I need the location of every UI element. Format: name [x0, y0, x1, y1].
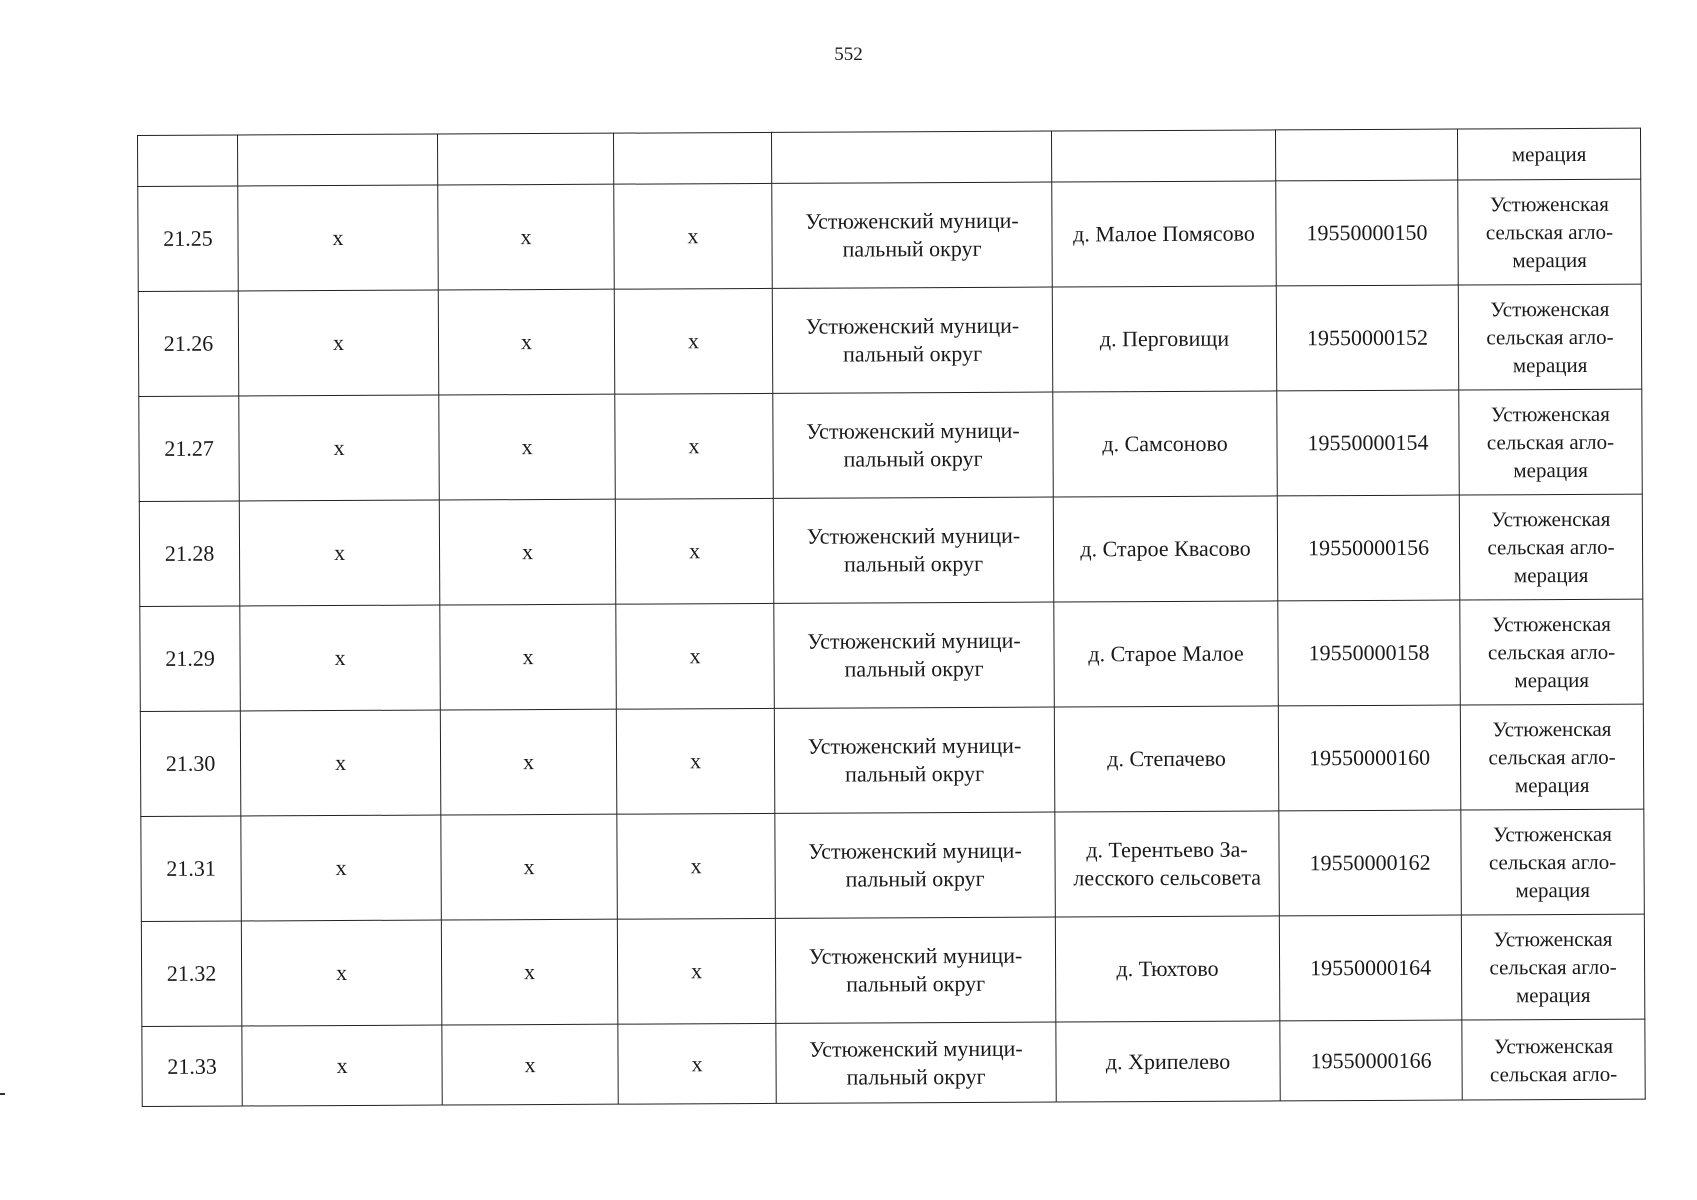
mark-cell: х	[438, 289, 615, 395]
settlement-name	[1053, 496, 1278, 602]
agglomeration-name-line: сельская агло-	[1489, 1061, 1618, 1086]
mark-cell: х	[238, 290, 439, 396]
settlement-name-line: д. Тюхтово	[1116, 955, 1219, 982]
district-name-line: пальный округ	[846, 970, 986, 997]
row-number: 21.32	[141, 921, 242, 1026]
row-number: 21.27	[139, 396, 240, 501]
district-name	[772, 287, 1053, 393]
agglomeration-name	[1461, 809, 1645, 915]
agglomeration-name-line: Устюженская	[1490, 296, 1610, 322]
mark-cell: х	[441, 814, 618, 920]
agglomeration-name-line: Устюженская	[1493, 1033, 1614, 1058]
agglomeration-name-line: сельская агло-	[1486, 324, 1614, 350]
agglomeration-name-line: Устюженская	[1493, 926, 1613, 952]
mark-cell: х	[239, 500, 440, 606]
mark-cell: х	[618, 1023, 776, 1104]
district-name	[776, 1022, 1056, 1103]
margin-mark	[0, 1093, 5, 1095]
mark-cell: х	[239, 395, 440, 501]
table-row	[141, 809, 1644, 921]
mark-cell: х	[441, 919, 618, 1025]
agglomeration-name-line: сельская агло-	[1486, 429, 1615, 455]
mark-cell: х	[240, 710, 441, 816]
table-row	[142, 1019, 1645, 1106]
agglomeration-name-line: мерация	[1515, 982, 1591, 1008]
settlement-code: 19550000154	[1277, 390, 1460, 496]
agglomeration-name	[1458, 284, 1642, 390]
district-name-line: Устюженский муници-	[806, 417, 1020, 444]
table-row	[140, 704, 1643, 816]
settlement-name	[1055, 811, 1280, 917]
mark-cell: х	[241, 815, 442, 921]
mark-cell: х	[616, 603, 775, 709]
empty-cell	[613, 132, 771, 184]
district-name-line: Устюженский муници-	[805, 312, 1020, 339]
district-name	[773, 392, 1054, 498]
settlement-name	[1054, 706, 1279, 812]
mark-cell: х	[242, 1025, 442, 1106]
continuation-row	[138, 128, 1641, 186]
district-name-line: пальный округ	[842, 235, 982, 262]
mark-cell: х	[614, 183, 773, 289]
settlement-name	[1054, 601, 1279, 707]
agglomeration-name-line: сельская агло-	[1485, 219, 1614, 245]
settlement-name	[1053, 391, 1278, 497]
district-name-line: пальный округ	[844, 655, 984, 682]
agglomeration-name-line: Устюженская	[1489, 191, 1609, 217]
agglomeration-name-line: Устюженская	[1491, 506, 1611, 532]
settlement-name-line: д. Старое Малое	[1088, 640, 1244, 667]
district-name-line: пальный округ	[845, 760, 985, 787]
agglomeration-name-line: мерация	[1512, 352, 1588, 378]
mark-cell: х	[241, 920, 442, 1026]
settlement-name-line: д. Хрипелево	[1105, 1048, 1231, 1074]
agglomeration-name-line: сельская агло-	[1488, 849, 1617, 875]
settlement-name-line: д. Перговищи	[1099, 325, 1230, 352]
settlement-name	[1056, 1021, 1280, 1102]
district-name	[773, 497, 1054, 603]
row-number: 21.25	[138, 186, 239, 291]
agglomeration-name-line: Устюженская	[1492, 716, 1612, 742]
table-row	[138, 179, 1641, 291]
district-name-line: Устюженский муници-	[806, 522, 1021, 549]
empty-cell	[1275, 129, 1457, 181]
district-name	[774, 602, 1055, 708]
mark-cell: х	[442, 1024, 618, 1105]
mark-cell: х	[615, 498, 774, 604]
settlement-name-line: д. Степачево	[1107, 745, 1226, 772]
agglomeration-name-line: сельская агло-	[1487, 534, 1615, 560]
table-row	[139, 494, 1642, 606]
agglomeration-name-line: Устюженская	[1490, 401, 1610, 427]
mark-cell: х	[238, 185, 439, 291]
mark-cell: х	[440, 709, 617, 815]
table-row	[139, 389, 1642, 501]
agglomeration-name	[1460, 704, 1644, 810]
mark-cell: х	[440, 604, 617, 710]
mark-cell: х	[614, 288, 773, 394]
empty-cell	[1051, 130, 1275, 182]
table-row	[138, 284, 1641, 396]
row-number: 21.26	[138, 291, 239, 396]
district-name-line: Устюженский муници-	[807, 627, 1021, 654]
agglomeration-name-line: мерация	[1513, 562, 1589, 588]
agglomeration-name-line: мерация	[1515, 877, 1591, 903]
agglomeration-name	[1459, 389, 1643, 495]
settlement-name	[1055, 916, 1280, 1022]
settlement-name-line: д. Терентьево За-	[1086, 836, 1248, 863]
mark-cell: х	[438, 184, 615, 290]
district-name-line: Устюженский муници-	[808, 837, 1022, 864]
agglomeration-name-line: мерация	[1514, 667, 1590, 693]
settlements-table	[137, 128, 1646, 1107]
empty-cell	[238, 134, 438, 186]
district-name	[774, 707, 1055, 813]
table-body	[138, 128, 1646, 1106]
mark-cell: х	[439, 499, 616, 605]
agglomeration-name-line: сельская агло-	[1488, 744, 1616, 770]
agglomeration-continuation: мерация	[1457, 128, 1640, 180]
row-number: 21.30	[140, 711, 241, 816]
mark-cell: х	[616, 708, 775, 814]
district-name-line: Устюженский муници-	[807, 732, 1022, 759]
agglomeration-name	[1461, 914, 1645, 1020]
empty-cell	[138, 135, 238, 186]
agglomeration-name	[1460, 599, 1644, 705]
mark-cell: х	[439, 394, 616, 500]
mark-cell: х	[615, 393, 774, 499]
district-name-line: пальный округ	[843, 445, 983, 472]
settlement-code: 19550000166	[1280, 1020, 1462, 1101]
mark-cell: х	[617, 813, 776, 919]
settlement-name	[1052, 181, 1277, 287]
settlement-code: 19550000150	[1276, 180, 1459, 286]
district-name	[775, 812, 1056, 918]
settlement-code: 19550000164	[1279, 915, 1462, 1021]
district-name-line: пальный округ	[843, 340, 983, 367]
agglomeration-name	[1462, 1019, 1645, 1100]
settlement-code: 19550000162	[1279, 810, 1462, 916]
district-name-line: Устюженский муници-	[809, 1035, 1023, 1062]
row-number: 21.33	[142, 1026, 242, 1106]
agglomeration-name	[1459, 494, 1643, 600]
district-name-line: пальный округ	[845, 865, 985, 892]
agglomeration-name-line: Устюженская	[1491, 611, 1611, 637]
agglomeration-name-line: Устюженская	[1492, 821, 1612, 847]
agglomeration-name-line: мерация	[1512, 247, 1587, 273]
settlement-name-line: д. Малое Помясово	[1073, 220, 1255, 247]
table-row	[140, 599, 1643, 711]
row-number: 21.31	[141, 816, 242, 921]
table-row	[141, 914, 1644, 1026]
settlement-code: 19550000158	[1278, 600, 1461, 706]
district-name-line: Устюженский муници-	[805, 207, 1019, 234]
agglomeration-name-line: сельская агло-	[1489, 954, 1617, 980]
empty-cell	[771, 131, 1051, 183]
agglomeration-name-line: мерация	[1514, 772, 1590, 798]
agglomeration-name-line: мерация	[1513, 457, 1588, 483]
row-number: 21.29	[140, 606, 241, 711]
settlement-name	[1052, 286, 1277, 392]
district-name	[775, 917, 1056, 1023]
settlement-name-line: лесского сельсовета	[1073, 864, 1262, 891]
district-name-line: Устюженский муници-	[808, 942, 1023, 969]
mark-cell: х	[240, 605, 441, 711]
agglomeration-name-line: сельская агло-	[1487, 639, 1616, 665]
page-number: 552	[834, 44, 863, 65]
district-name	[772, 182, 1053, 288]
agglomeration-name	[1458, 179, 1642, 285]
settlement-name-line: д. Самсоново	[1102, 430, 1228, 457]
district-name-line: пальный округ	[844, 550, 984, 577]
settlement-code: 19550000160	[1278, 705, 1461, 811]
row-number: 21.28	[139, 501, 240, 606]
empty-cell	[437, 133, 613, 185]
settlement-code: 19550000156	[1277, 495, 1460, 601]
mark-cell: х	[617, 918, 776, 1024]
district-name-line: пальный округ	[846, 1063, 986, 1090]
settlement-name-line: д. Старое Квасово	[1080, 535, 1251, 562]
settlement-code: 19550000152	[1276, 285, 1459, 391]
